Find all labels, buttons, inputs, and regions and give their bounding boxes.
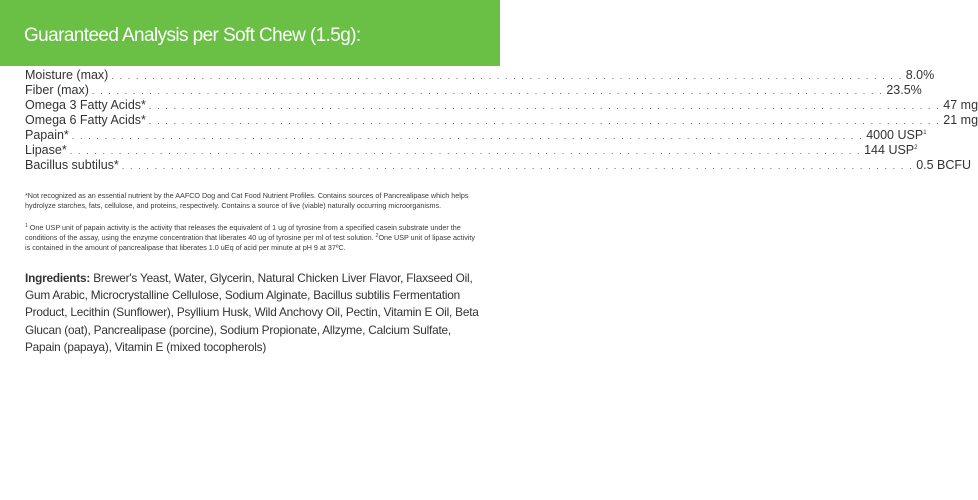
analysis-row-fiber xyxy=(25,83,922,98)
analysis-value: 0.5 BCFU xyxy=(916,158,972,172)
analysis-label: Fiber (max) xyxy=(25,83,89,97)
analysis-value: 144 USP$^2$ xyxy=(864,143,918,157)
dot-leader: . . . . . . . . . . . . . . . . . . . . . . . . . . . . . . . . . . . . . . . . . . . . . . . . . . . . . . . . . . . . . . . . . . . . . . . . . . . . . . . . . . . . . . . . . . . . . . . . . xyxy=(69,146,862,156)
analysis-value: 4000 USP$^1$ xyxy=(866,128,927,142)
dot-leader: . . . . . . . . . . . . . . . . . . . . . . . . . . . . . . . . . . . . . . . . . . . . . . . . . . . . . . . . . . . . . . . . . . . . . . . . . . . . . . . . . . . . . . . . . . . . . . . . . xyxy=(111,71,903,81)
usp-papain-definition: One USP unit of papain activity is the activity that releases the equivalent of 1 ug of tyrosine from a specified casein substrate under the conditions of the assay, using the enzyme concentration that liberates 40 ug of tyrosine per ml of test solution. xyxy=(25,223,461,242)
analysis-value: 47 mg xyxy=(943,98,978,112)
analysis-row-omega-6 xyxy=(25,113,978,128)
aafco-footnote: *Not recognized as an essential nutrient by the AAFCO Dog and Cat Food Nutrient Profiles. Contains sources of Pancrealipase which helps hydrolyze starches, fats, cellulose, and proteins, respectively. Contains a source of live (viable) naturally occurring microorganisms. xyxy=(25,191,469,210)
analysis-label: Lipase* xyxy=(25,143,67,157)
ingredients-block xyxy=(25,270,480,356)
analysis-label: Omega 3 Fatty Acids* xyxy=(25,98,146,112)
analysis-row-lipase xyxy=(25,143,918,158)
dot-leader: . . . . . . . . . . . . . . . . . . . . . . . . . . . . . . . . . . . . . . . . . . . . . . . . . . . . . . . . . . . . . . . . . . . . . . . . . . . . . . . . . . . . . . . . . . . . . . . . . xyxy=(148,101,941,111)
usp-lipase-definition: One USP unit of lipase activity is contained in the amount of pancrealipase that liberates 1.0 uEq of acid per minute at pH 9 at 37ºC. xyxy=(25,233,475,252)
page-title: Guaranteed Analysis per Soft Chew (1.5g): xyxy=(24,25,361,46)
analysis-label: Bacillus subtilus* xyxy=(25,158,119,172)
analysis-label: Moisture (max) xyxy=(25,68,109,82)
analysis-label: Papain* xyxy=(25,128,69,142)
analysis-value: 23.5% xyxy=(886,83,922,97)
ingredients-list: Brewer's Yeast, Water, Glycerin, Natural Chicken Liver Flavor, Flaxseed Oil, Gum Arabic, Microcrystalline Cellulose, Sodium Alginate, Bacillus subtilis Fermentation Product, Lecithin (Sunflower), Psyllium Husk, Wild Anchovy Oil, Pectin, Vitamin E Oil, Beta Glucan (oat), Pancrealipase (porcine), Sodium Propionate, Allzyme, Calcium Sulfate, Papain (papaya), Vitamin E (mixed tocopherols) xyxy=(25,271,479,354)
analysis-row-moisture xyxy=(25,68,935,83)
header-banner xyxy=(0,0,500,66)
analysis-label: Omega 6 Fatty Acids* xyxy=(25,113,146,127)
analysis-row-omega-3 xyxy=(25,98,978,113)
usp-footnote xyxy=(25,223,475,253)
ingredients-label: Ingredients: xyxy=(25,271,91,285)
analysis-row-bacillus xyxy=(25,158,972,173)
footnote-marker: 1 xyxy=(25,223,28,229)
dot-leader: . . . . . . . . . . . . . . . . . . . . . . . . . . . . . . . . . . . . . . . . . . . . . . . . . . . . . . . . . . . . . . . . . . . . . . . . . . . . . . . . . . . . . . . . . . . . . . . . . xyxy=(91,86,884,96)
footnote-marker: 2 xyxy=(375,233,379,239)
dot-leader: . . . . . . . . . . . . . . . . . . . . . . . . . . . . . . . . . . . . . . . . . . . . . . . . . . . . . . . . . . . . . . . . . . . . . . . . . . . . . . . . . . . . . . . . . . . . . . . . . xyxy=(121,161,914,171)
guaranteed-analysis-table xyxy=(25,68,978,173)
dot-leader: . . . . . . . . . . . . . . . . . . . . . . . . . . . . . . . . . . . . . . . . . . . . . . . . . . . . . . . . . . . . . . . . . . . . . . . . . . . . . . . . . . . . . . . . . . . . . . . . . xyxy=(148,116,941,126)
analysis-row-papain xyxy=(25,128,927,143)
analysis-value: 8.0% xyxy=(905,68,935,82)
dot-leader: . . . . . . . . . . . . . . . . . . . . . . . . . . . . . . . . . . . . . . . . . . . . . . . . . . . . . . . . . . . . . . . . . . . . . . . . . . . . . . . . . . . . . . . . . . . . . . . . . xyxy=(71,131,864,141)
analysis-value: 21 mg xyxy=(943,113,978,127)
